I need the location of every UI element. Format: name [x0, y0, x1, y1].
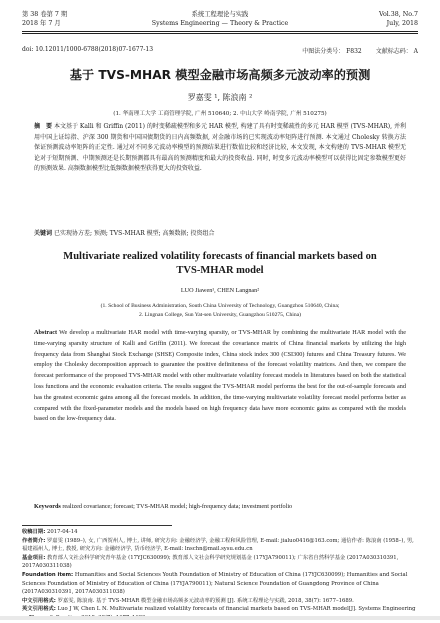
header-rule-bottom: [22, 33, 418, 34]
article-meta: [22, 46, 418, 55]
keywords-en-text: realized covariance; forecast; TVS-MHAR model; high-frequency data; investment portfolio: [62, 503, 293, 510]
affiliation-en-1: (1. School of Business Administration, South China University of Technology, Guangzhou 510640, China;: [100, 303, 340, 309]
abstract-en-text: We develop a multivariate HAR model with time-varying sparsity, or TVS-MHAR by combining the multivariate HAR model with the time-varying sparsity structure of Kalli and Griffin (2011). We forecast the covariance matrix of China financial markets by utilizing the high frequency data from Shanghai Stock Exchange (SHSE) Composite index, China stock index 300 (CSI300) futures and China Treasury futures. We employ the Cholesky decomposition approach to guarantee the positive definiteness of the forecast volatility matrices. And then, we compare the forecast performance of the proposed TVS-MHAR model with other multivariate volatility forecast models in literatures based on both the statistical loss functions and the economic evaluation criteria. The results suggest the TVS-MHAR model performs the best for the out-of-sample forecasts and has the greatest economic gains among all the forecast models. In addition, the time-varying multivariate volatility forecast model performs better as compared with the fixed-parameter models and the models based on high frequency data have more economic gains as compared with the models based on the low-frequency data.: [34, 329, 406, 423]
received-label: 收稿日期:: [22, 529, 46, 535]
keywords-cn-text: 已实现协方差; 预测; TVS-MHAR 模型; 高频数据; 投资组合: [53, 230, 215, 237]
affiliation-cn: (1. 华南理工大学 工商管理学院, 广州 510640; 2. 中山大学 岭南学院, 广州 510275): [113, 111, 327, 117]
citation-en-label: 英文引用格式:: [22, 606, 56, 613]
clc-number: 中图法分类号： F832: [302, 48, 362, 55]
header-rule-top: [22, 31, 418, 32]
foundation-item: [22, 571, 418, 597]
keywords-cn-label: 关键词: [34, 230, 53, 237]
fund-info-label: 基金项目:: [22, 554, 46, 561]
foundation-item-text: Humanities and Social Sciences Youth Foundation of Ministry of Education of China (17YJC630099); Humanities and Social Sciences Foundation of Ministry of Education of China (17YJA790011); Natural Science Foundation of Guangdong Province of China (2017A030310391, 2017A030311038): [22, 571, 408, 596]
date-en: July, 2018: [386, 20, 418, 27]
received-line: [22, 528, 418, 537]
author-info: [22, 537, 418, 554]
authors-en: LUO Jiawen¹, CHEN Langnan²: [180, 287, 260, 294]
keywords-cn: [34, 228, 406, 237]
title-cn: 基于 TVS-MHAR 模型金融市场高频多元波动率的预测: [69, 68, 371, 82]
affiliation-en-2: 2. Lingnan College, Sun Yat-sen University, Guangzhou 510275, China): [139, 311, 301, 318]
doi: doi: 10.12011/1000-6788(2018)07-1677-13: [22, 46, 154, 53]
affiliation-en: [30, 302, 410, 319]
citation-cn: [22, 597, 418, 606]
journal-name-en: Systems Engineering — Theory & Practice: [151, 20, 289, 27]
citation-cn-text: 罗嘉雯, 陈浪南. 基于 TVS-MHAR 模型金融市场高频多元波动率的预测 [J]. 系统工程理论与实践, 2018, 38(7): 1677–1689.: [57, 597, 354, 604]
running-header: [22, 10, 418, 28]
abstract-en: [34, 328, 406, 425]
abstract-cn-text: 本文基于 Kalli 和 Griffin (2011) 的时变稀疏模型和多元 HAR 模型, 构建了具有时变稀疏性的多元 HAR 模型 (TVS-MHAR), 并利用中国上证综指、沪深 300 期货和中国国债期货的日内高频数据, 对金融市场的已实现波动率矩阵进行预测. 本文通过 Cholesky 转换方法保证预测波动率矩阵的正定性. 通过对不同多元波动率模型的预测结果进行数值比较和经济比较, 本文发现, 本文构建的 TVS-MHAR 模型无论对于短期预测、中期预测还是长期预测都具有最高的预测精度和最大的投资收益. 同时, 时变多元波动率模型可以获得比固定参数模型更好的预测效果. 高频数据模型比低频数据模型获得更大的投资收益.: [34, 123, 406, 172]
keywords-en: [34, 502, 406, 512]
citation-cn-label: 中文引用格式:: [22, 597, 56, 604]
document-code: 文献标志码： A: [375, 48, 418, 55]
fund-info-text: 教育部人文社会科学研究青年基金 (17YJC630099); 教育部人文社会科学研究规划基金 (17YJA790011); 广东省自然科学基金 (2017A030310391, 2017A030311038): [22, 554, 399, 570]
date-cn: 2018 年 7 月: [22, 20, 61, 27]
volume-en: Vol.38, No.7: [379, 11, 418, 18]
fund-info: [22, 554, 418, 571]
authors-cn: 罗嘉雯 ¹, 陈浪南 ²: [187, 93, 253, 102]
footnote-rule: [22, 525, 172, 526]
received-date: 2017-04-14: [47, 529, 78, 535]
page-bottom-bar: [0, 616, 440, 620]
author-info-text: 罗嘉雯 (1989–), 女, 广西贺州人, 博士, 讲师, 研究方向: 金融经济学, 金融工程和风险管理, E-mail: jialuo0416@163.com; 通信作者: 陈浪南 (1958–), 男, 福建福州人, 博士, 教授, 研究方向: 金融经济学, 货币经济学, E-mail: lnschn@mail.sysu.edu.cn: [22, 537, 414, 553]
foundation-item-label: Foundation item:: [22, 571, 74, 578]
volume-cn: 第 38 卷第 7 期: [22, 11, 68, 18]
abstract-cn-label: 摘 要: [34, 123, 53, 130]
author-info-label: 作者简介:: [22, 537, 46, 544]
abstract-en-label: Abstract: [34, 329, 58, 336]
footnotes: [22, 528, 418, 623]
citation-en-text: Luo J W, Chen L N. Multivariate realized volatility forecasts of financial markets based on TVS-MHAR model[J]. Systems Engineering: [57, 606, 416, 613]
keywords-en-label: Keywords: [34, 503, 61, 510]
abstract-cn: [34, 122, 406, 175]
journal-name-cn: 系统工程理论与实践: [191, 11, 249, 18]
title-en: Multivariate realized volatility forecasts of financial markets based on TVS-MHAR model: [63, 251, 377, 276]
